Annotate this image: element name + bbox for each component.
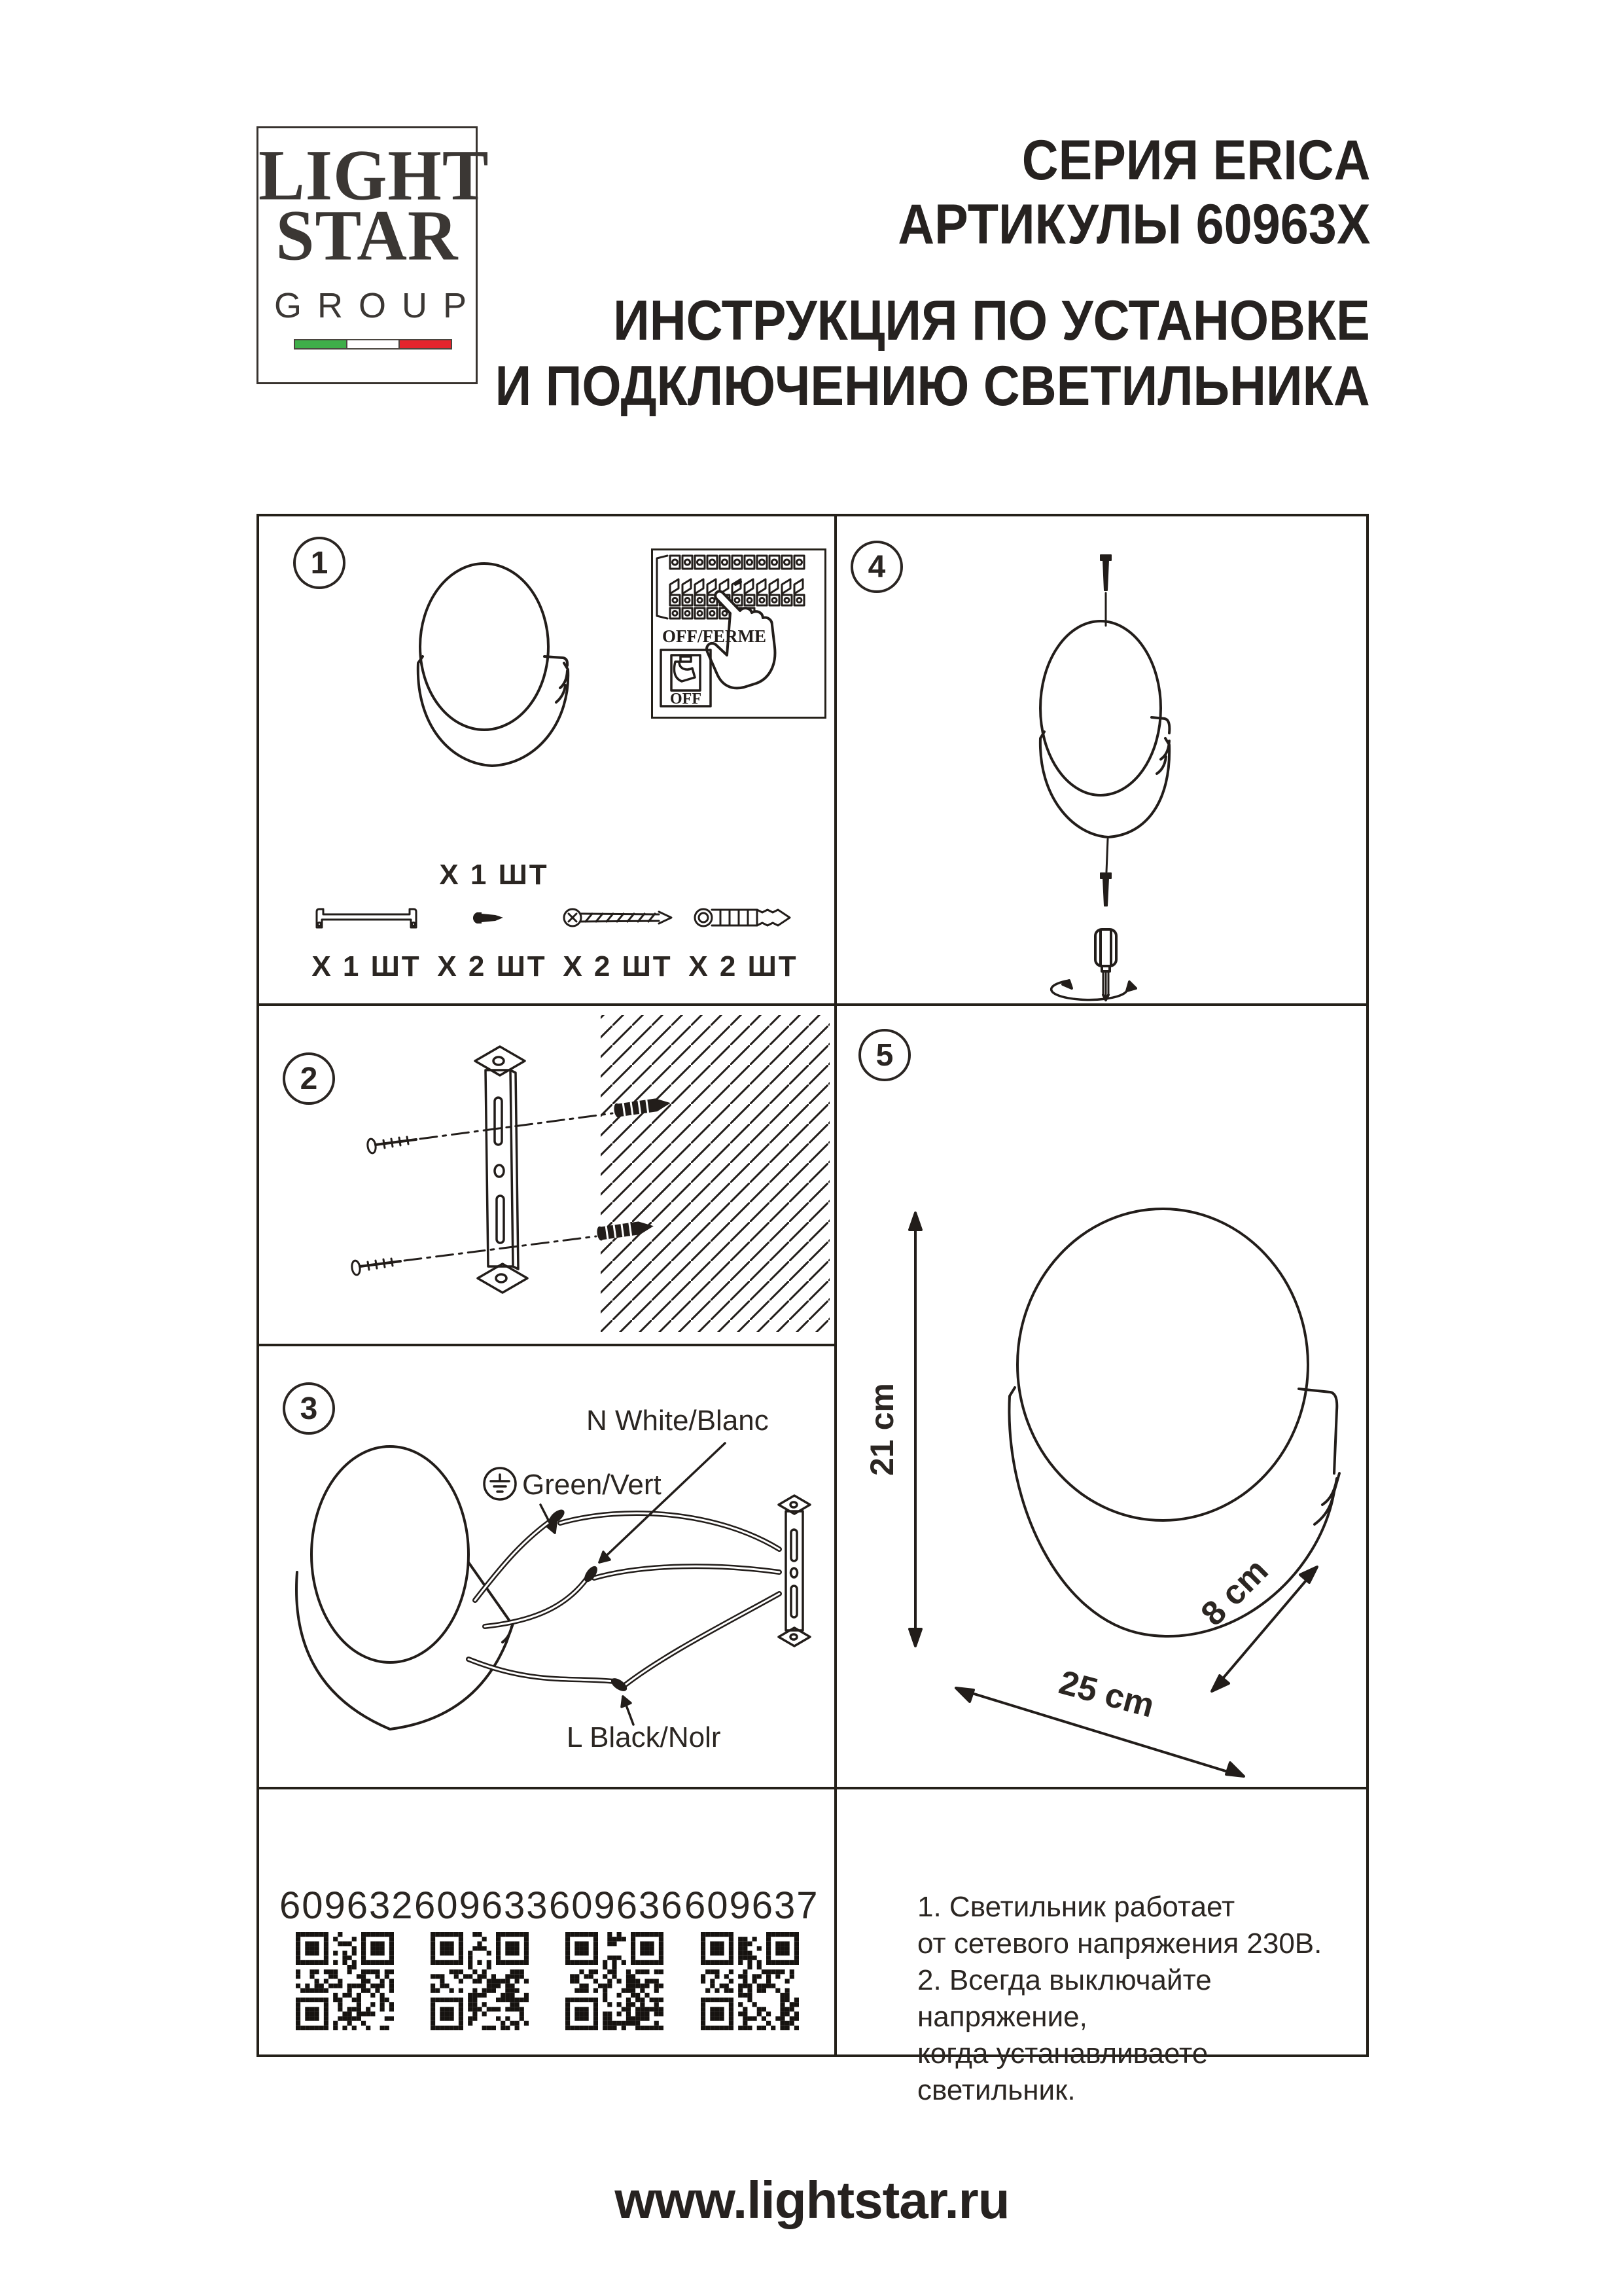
step-4-number: 4 [868,549,886,584]
logo-word-star: STAR [275,195,459,276]
note-line-2: от сетевого напряжения 230В. [917,1928,1322,1960]
wall-anchor-icon [694,903,792,932]
lightstar-logo [256,126,489,384]
note-line-1: 1. Светильник работает [917,1891,1235,1923]
guide-line-bottom [404,1236,596,1261]
article-number-2: 609633 [414,1884,549,1927]
bracket-mounting-drawing [259,1006,832,1341]
articles-line: АРТИКУЛЫ 60963Х [897,193,1370,256]
series-line: СЕРИЯ ERICA [1021,129,1370,192]
safety-notes [917,1889,1336,2109]
note-line-4: когда устанавливаете светильник. [917,2037,1209,2106]
step-2-number: 2 [300,1061,318,1096]
dimensions-drawing [837,1006,1366,1784]
article-number-1: 609632 [279,1884,414,1927]
wall-bracket [475,1047,527,1293]
qr-code-609633 [431,1932,529,2030]
flag-white [346,339,400,350]
wires [468,1507,779,1694]
screw-left-bottom [351,1259,400,1276]
step-5-number: 5 [875,1037,894,1073]
qr-code-609636 [565,1932,663,2030]
article-number-4: 609637 [684,1884,819,1927]
title-line-1: ИНСТРУКЦИЯ ПО УСТАНОВКЕ [613,289,1370,352]
lamp-qty-label: X 1 ШТ [439,859,549,891]
live-wire-label: L Black/Nolr [567,1721,721,1753]
width-dimension-label: 25 cm [1055,1663,1159,1725]
hardware-wall-anchor [678,890,809,945]
short-screw-qty: X 2 ШТ [437,950,547,982]
height-dimension-label: 21 cm [864,1383,900,1476]
hardware-long-screw [552,890,683,945]
breaker-off-label: OFF/FERME [662,626,766,646]
bracket-qty: X 1 ШТ [311,950,421,982]
hardware-bracket [301,890,432,945]
long-screw-icon [562,903,673,932]
step-4-badge [851,541,903,593]
qr-code-609637 [701,1932,799,2030]
title-line-2: И ПОДКЛЮЧЕНИЮ СВЕТИЛЬНИКА [495,355,1370,418]
bracket-small [779,1496,810,1646]
flag-red [398,339,452,350]
step-1-number: 1 [310,545,328,581]
switch-off-label: OFF [670,691,701,708]
header-series-block [898,128,1370,257]
article-number-3: 609636 [549,1884,684,1927]
step-3-number: 3 [300,1391,318,1426]
breaker-panel-icon [653,550,821,713]
flag-green [294,339,347,350]
wall-hatch [601,1015,830,1332]
height-dimension [909,1213,921,1646]
depth-dimension-label: 8 cm [1193,1551,1276,1634]
anchor-qty: X 2 ШТ [688,950,798,982]
wiring-drawing [259,1346,832,1784]
website-url: www.lightstar.ru [614,2171,1010,2229]
step-1-badge [293,537,345,589]
ground-symbol-icon [484,1468,516,1499]
screw-left-top [367,1137,416,1154]
italian-flag-stripe [294,339,452,350]
power-off-inset [651,548,826,719]
qr-code-609632 [296,1932,394,2030]
mounting-bracket-icon [314,901,419,934]
glass-fixing-drawing [955,543,1269,1001]
wall-lamp-drawing [393,560,595,785]
note-line-3: 2. Всегда выключайте напряжение, [917,1964,1212,2033]
long-screw-qty: X 2 ШТ [563,950,673,982]
ground-wire-label: Green/Vert [522,1469,662,1501]
header-title-block [495,288,1370,419]
hardware-short-screw [427,890,557,945]
logo-word-light: LIGHT [258,135,489,215]
short-screw-icon [469,905,515,931]
neutral-wire-label: N White/Blanc [586,1405,769,1437]
logo-word-group: GROUP [274,286,483,325]
